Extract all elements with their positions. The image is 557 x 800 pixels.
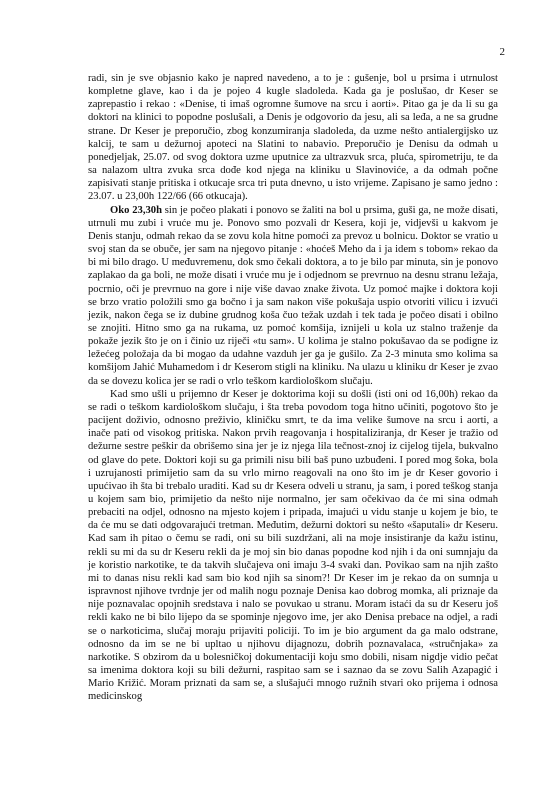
paragraph-1 [88,72,498,204]
page-number: 2 [499,46,505,58]
document-body [88,72,498,704]
paragraph-3-text: Kad smo ušli u prijemno dr Keser je doktorima koji su došli (isti oni od 16,00h) rekao da se radi o teškom kardiološkom slučaju, i šta treba povodom toga hitno učiniti, pogotovo što je pacijent doživio, odnosno preživio, kliničku smrt, te da ima velike šumove na srcu i aorti, a inače pati od visokog pritiska. Nakon prvih reagovanja i hospitaliziranja, dr Keser je tražio od dežurne sestre peškir da obrišemo sina jer je iz njega lila tečnost-znoj iz cijelog tijela, bukvalno od glave do pete. Doktori koji su ga primili nisu bili baš puno uzbuđeni. I pored mog šoka, bola i uzrujanosti primijetio sam da su vrlo mirno reagovali na ono što im je dr Keser govorio i upućivao ih šta bi trebalo uraditi. Kad su dr Kesera odveli u stranu, ja sam, i pored teškog stanja u kojem sam bio, primijetio da nešto nije normalno, jer sam očekivao da će mi sina odmah prebaciti na odjel, odnosno na mjesto kojem i pripada, imajući u vidu stanje u kojem je bio, te da će mu se dati odgovarajući tretman. Međutim, dežurni doktori su nešto «šaputali» dr Keseru. Kad sam ih pitao o čemu se radi, oni su bili suzdržani, ali na moje insistiranje da kažu istinu, rekli su mi da su dr Keseru rekli da je moj sin bio danas popodne kod njih i da oni sumnjaju da je koristio narkotike, te da takvih slučajeva oni imaju 3-4 svaki dan. Povikao sam na njih zašto mi to danas nisu rekli kad sam bio kod njih sa sinom?! Dr Keser im je rekao da on sumnja u ispravnost njihove tvrdnje jer od malih nogu poznaje Denisa kao dobrog momka, ali priznaje da nije poznavalac opojnih sredstava i nalo se povukao u stranu. Moram istaći da su dr Keseru još rekli kako ne bi bilo lijepo da se spominje njegovo ime, jer ako Denisa prebace na odjel, a radi se o narkoticima, slučaj moraju prijaviti policiji. To im je bio argument da ga malo odstrane, odnosno da im se ne bi upltao u njihovu dijagnozu, dobrih poznavalaca, «stručnjaka» za narkotike. S obzirom da u bolesničkoj dokumentaciji koju smo dobili, nisam nigdje vidio pečat sa imenima doktora koji su bili dežurni, raspitao sam se i saznao da se zovu Salih Azapagić i Mario Križić. Moram priznati da sam se, a slušajući mnogo ružnih stvari oko prijema i odnosa medicinskog [88,388,498,703]
paragraph-2 [88,204,498,388]
paragraph-3 [88,388,498,704]
paragraph-2-text: sin je počeo plakati i ponovo se žaliti na bol u prsima, guši ga, ne može disati, utrnuli mu zubi i vruće mu je. Ponovo smo pozvali dr Kesera, koji je, vidjevši u kakvom je Denis stanju, odmah rekao da se zovu kola hitne pomoći za prevoz u bolnicu. Doktor se vratio u svoj stan da se obuče, jer sam na njegovo pitanje : «hoćeš Meho da i ja idem s tobom» rekao da bi mi bilo drago. U međuvremenu, dok smo čekali doktora, a to je bilo par minuta, sin je ponovo zaplakao da ga boli, ne može disati i vruće mu je i odjednom se prevrnuo na desnu stranu ležaja, pocrnio, oči je prevrnuo na gore i nije više davao znake života. Uz pomoć majke i doktora koji se brzo vratio položili smo ga bočno i ja sam nakon više pokušaja uspio otvoriti vilicu i izvući jezik, nakon čega se iz dubine grudnog koša čuo težak uzdah i tek tada je počeo disati i obilno se znojiti. Hitno smo ga na rukama, uz pomoć komšija, iznijeli u kola uz stalno traženje da pokaže jezik što je on i činio uz riječi «tu sam». U kolima je stalno pokušavao da se podigne iz ležećeg položaja da bi mogao da udahne vazduh jer ga je gušilo. Za 2-3 minuta smo kolima sa komšijom Jahić Muhamedom i dr Keserom stigli na kliniku. Na ulazu u kliniku dr Keser je zvao da se dovezu kolica jer se radi o vrlo teškom kardiološkom slučaju. [88,204,498,387]
paragraph-1-text: radi, sin je sve objasnio kako je napred navedeno, a to je : gušenje, bol u prsima i utrnulost kompletne glave, kao i da je pojeo 4 kugle sladoleda. Kada ga je poslušao, dr Keser se zaprepastio i rekao : «Denise, ti imaš ogromne šumove na srcu i aorti». Pitao ga je da li su ga doktori na klinici to popodne poslušali, a Denis je odgovorio da jesu, ali sa leđa, a ne sa grudne strane. Dr Keser je preporučio, zbog konzumiranja sladoleda, da uzme nešto antialergijsko uz kalcij, te sam u dežurnoj apoteci na Slatini to nabavio. Preporučio je Denisu da odmah u ponedjeljak, 25.07. od svog doktora uzme uputnice za ultrazvuk srca, pluća, spirometriju, te da sa nalazom ultra zvuka srca dođe kod njega na kliniku u Slavinoviće, a da odmah počne zapisivati stanje pritiska i otkucaje srca tri puta dnevno, u isto vrijeme. Zapisano je samo jedno : 23.07. u 23,00h 122/66 (66 otkucaja). [88,73,498,203]
paragraph-2-lead: Oko 23,30h [110,204,162,216]
